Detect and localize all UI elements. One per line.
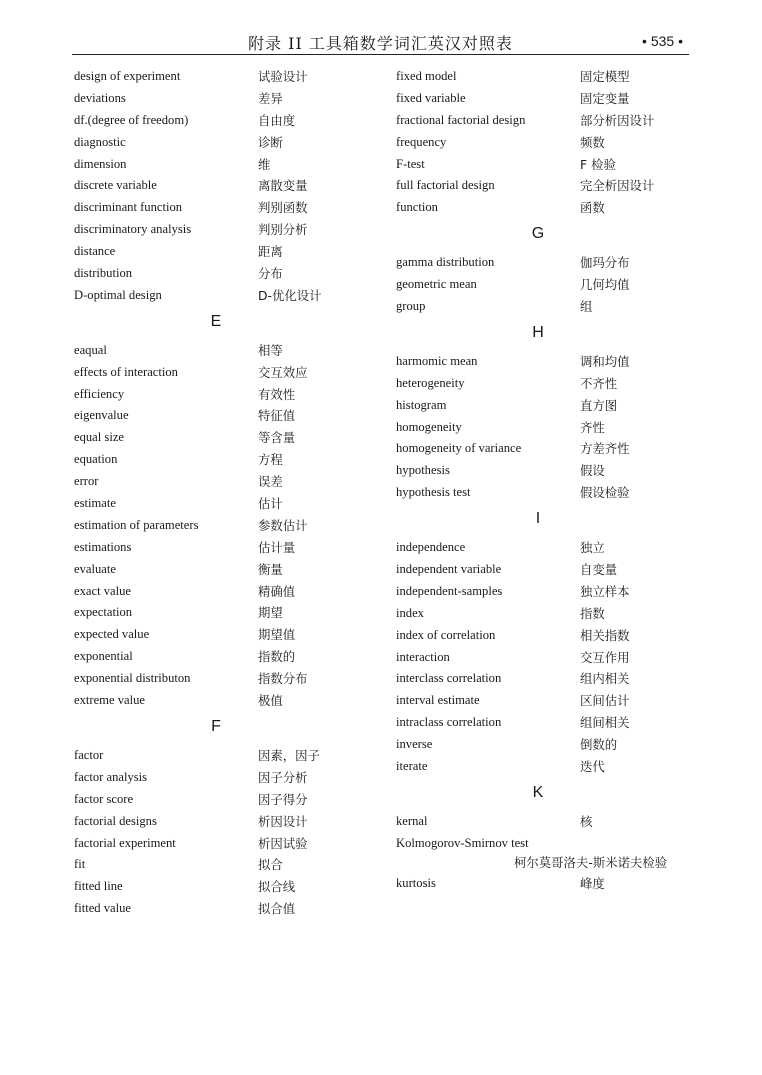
english-term: function (396, 200, 438, 215)
english-term: efficiency (74, 386, 125, 401)
glossary-entry (396, 417, 696, 439)
english-term: extreme value (74, 693, 145, 708)
chinese-term: 齐性 (580, 419, 605, 435)
page-number: • 535 • (642, 33, 683, 49)
english-term: eaqual (74, 342, 107, 357)
english-term: expected value (74, 627, 150, 642)
chinese-term: 诊断 (258, 134, 283, 150)
glossary-entry (396, 395, 696, 417)
glossary-entry (396, 647, 696, 669)
english-term: Kolmogorov-Smirnov test (396, 835, 529, 850)
glossary-entry (74, 581, 374, 603)
chinese-term: 期望 (258, 605, 283, 621)
glossary-entry (74, 854, 374, 876)
glossary-entry (74, 668, 374, 690)
english-term: gamma distribution (396, 255, 495, 270)
chinese-term: 组间相关 (580, 715, 630, 731)
english-term: fixed model (396, 69, 457, 83)
section-heading-i: I (535, 510, 541, 528)
glossary-entry (74, 811, 374, 833)
glossary-entry (74, 427, 374, 449)
chinese-term: 相等 (258, 342, 283, 358)
chinese-term: 分布 (258, 266, 283, 282)
english-term: iterate (396, 759, 428, 774)
section-heading-f: F (211, 717, 221, 735)
page-title: 附录 II 工具箱数学词汇英汉对照表 (248, 34, 513, 53)
chinese-term: 因素，因子 (258, 747, 320, 763)
english-term: group (396, 299, 426, 314)
glossary-entry (396, 66, 696, 88)
chinese-term: 直方图 (580, 397, 618, 413)
chinese-term: 有效性 (258, 386, 296, 402)
chinese-term: 估计量 (258, 539, 296, 555)
english-term: diagnostic (74, 134, 126, 149)
glossary-entry (396, 603, 696, 625)
english-term: fixed variable (396, 90, 466, 105)
chinese-term: 衡量 (258, 561, 283, 577)
english-term: exact value (74, 583, 131, 598)
chinese-term: 柯尔莫哥洛夫-斯米诺夫检验 (514, 854, 668, 870)
english-term: distance (74, 244, 116, 259)
glossary-entry (74, 602, 374, 624)
glossary-entry (396, 873, 696, 895)
english-term: F-test (396, 156, 425, 171)
english-term: homogeneity of variance (396, 441, 522, 456)
entries-d (74, 66, 374, 307)
english-term: dimension (74, 156, 127, 171)
chinese-term: 析因试验 (258, 835, 308, 851)
glossary-entry (74, 515, 374, 537)
entries-f-left (74, 745, 374, 920)
chinese-term: 固定变量 (580, 90, 630, 106)
glossary-entry (74, 471, 374, 493)
english-term: discriminatory analysis (74, 222, 192, 237)
glossary-entry (74, 767, 374, 789)
chinese-term: 拟合值 (258, 901, 296, 917)
glossary-entry (74, 833, 374, 855)
chinese-term: D-优化设计 (258, 287, 322, 303)
english-term: index of correlation (396, 627, 496, 642)
chinese-term: 因子得分 (258, 791, 308, 807)
entries-i (396, 537, 696, 778)
right-column (396, 66, 696, 895)
chinese-term: 试验设计 (258, 69, 308, 84)
glossary-entry (396, 197, 696, 219)
chinese-term: 组 (580, 299, 593, 315)
glossary-entry (74, 132, 374, 154)
chinese-term: 频数 (580, 134, 605, 150)
glossary-entry (74, 789, 374, 811)
english-term: df.(degree of freedom) (74, 112, 189, 127)
chinese-term: 相关指数 (580, 627, 630, 643)
chinese-term: 参数估计 (258, 517, 308, 533)
english-term: equation (74, 452, 118, 467)
chinese-term: 固定模型 (580, 69, 630, 84)
chinese-term: 指数 (580, 605, 605, 621)
chinese-term: 迭代 (580, 759, 605, 775)
english-term: interval estimate (396, 693, 480, 708)
glossary-entry (396, 756, 696, 778)
glossary-entry (396, 351, 696, 373)
entries-k (396, 811, 696, 895)
glossary-entry (396, 373, 696, 395)
english-term: distribution (74, 266, 133, 281)
chinese-term: 交互作用 (580, 649, 630, 665)
entries-g (396, 252, 696, 318)
glossary-entry (396, 811, 696, 833)
section-heading-g: G (531, 225, 545, 243)
english-term: fractional factorial design (396, 112, 526, 127)
glossary-entry (396, 460, 696, 482)
english-term: intraclass correlation (396, 715, 502, 730)
page-header (72, 28, 689, 55)
chinese-term: 调和均值 (580, 353, 630, 369)
english-term: independent-samples (396, 583, 503, 598)
glossary-entry (74, 745, 374, 767)
glossary-entry (396, 274, 696, 296)
english-term: histogram (396, 397, 447, 412)
english-term: frequency (396, 134, 447, 149)
chinese-term: 精确值 (258, 583, 296, 599)
glossary-entry (396, 175, 696, 197)
chinese-term: 峰度 (580, 875, 605, 891)
glossary-entry (74, 876, 374, 898)
chinese-term: 判别分析 (258, 222, 308, 238)
entries-e (74, 340, 374, 712)
chinese-term: 自变量 (580, 562, 618, 578)
glossary-entry (396, 252, 696, 274)
english-term: exponential distributon (74, 671, 191, 686)
glossary-entry (74, 384, 374, 406)
section-heading-e: E (210, 312, 222, 330)
english-term: interclass correlation (396, 671, 502, 686)
glossary-entry (74, 340, 374, 362)
chinese-term: 部分析因设计 (580, 112, 655, 128)
glossary-entry (74, 559, 374, 581)
english-term: harmomic mean (396, 353, 478, 368)
glossary-entry (396, 482, 696, 504)
glossary-entry (74, 219, 374, 241)
chinese-term: 离散变量 (258, 178, 308, 194)
english-term: factor analysis (74, 769, 148, 784)
glossary-entry (74, 241, 374, 263)
chinese-term: 不齐性 (580, 375, 618, 391)
chinese-term: 析因设计 (258, 813, 308, 829)
chinese-term: 独立 (580, 540, 605, 556)
english-term: homogeneity (396, 419, 462, 434)
english-term: exponential (74, 649, 133, 664)
glossary-entry (396, 712, 696, 734)
english-term: kurtosis (396, 875, 436, 890)
english-term: hypothesis (396, 463, 450, 478)
section-heading-k: K (532, 783, 544, 801)
english-term: geometric mean (396, 277, 477, 292)
chinese-term: 交互效应 (258, 364, 308, 380)
english-term: estimation of parameters (74, 517, 199, 532)
glossary-entry (396, 734, 696, 756)
english-term: expectation (74, 605, 133, 620)
english-term: equal size (74, 430, 124, 445)
english-term: eigenvalue (74, 408, 129, 423)
chinese-term: 误差 (258, 474, 283, 490)
glossary-entry (74, 624, 374, 646)
english-term: design of experiment (74, 69, 181, 83)
chinese-term: 组内相关 (580, 671, 630, 687)
english-term: error (74, 474, 99, 489)
chinese-term: 判别函数 (258, 200, 308, 216)
left-column (74, 66, 374, 920)
glossary-entry (74, 449, 374, 471)
glossary-entry (396, 537, 696, 559)
glossary-entry (74, 263, 374, 285)
english-term: effects of interaction (74, 364, 178, 379)
chinese-term: 伽玛分布 (580, 255, 630, 271)
glossary-entry (396, 154, 696, 176)
glossary-entry (396, 581, 696, 603)
chinese-term: 函数 (580, 200, 605, 216)
glossary-entry (74, 197, 374, 219)
glossary-entry (396, 438, 696, 460)
chinese-term: 指数的 (258, 649, 296, 665)
glossary-entry (74, 285, 374, 307)
glossary-entry (396, 559, 696, 581)
chinese-term: 指数分布 (258, 671, 308, 687)
glossary-entry (396, 88, 696, 110)
chinese-term: 差异 (258, 90, 283, 106)
entries-f-right (396, 66, 696, 219)
chinese-term: 独立样本 (580, 583, 630, 599)
chinese-term: 方差齐性 (580, 441, 630, 457)
english-term: factor (74, 747, 104, 762)
chinese-term: 估计 (258, 496, 283, 512)
glossary-entry (74, 405, 374, 427)
glossary-entry (74, 898, 374, 920)
glossary-entry (74, 175, 374, 197)
chinese-term: 假设 (580, 463, 605, 479)
english-term: discriminant function (74, 200, 183, 215)
english-term: estimations (74, 539, 132, 554)
english-term: D-optimal design (74, 287, 162, 302)
glossary-entry (74, 493, 374, 515)
english-term: fit (74, 857, 86, 872)
chinese-term: 区间估计 (580, 693, 630, 709)
chinese-term: 拟合 (258, 857, 283, 873)
glossary-entry (74, 154, 374, 176)
english-term: independence (396, 540, 466, 555)
english-term: deviations (74, 90, 126, 105)
glossary-entry (396, 668, 696, 690)
english-term: factorial designs (74, 813, 157, 828)
chinese-term: 维 (258, 156, 271, 172)
english-term: index (396, 605, 424, 620)
glossary-entry (396, 833, 696, 873)
chinese-term: 期望值 (258, 627, 296, 643)
glossary-entry (74, 646, 374, 668)
chinese-term: 极值 (258, 693, 283, 709)
glossary-entry (396, 625, 696, 647)
glossary-entry (74, 66, 374, 88)
chinese-term: 特征值 (258, 408, 296, 424)
chinese-term: 距离 (258, 244, 283, 260)
chinese-term: 拟合线 (258, 879, 296, 895)
english-term: estimate (74, 496, 116, 511)
section-heading-h: H (532, 323, 544, 341)
chinese-term: 几何均值 (580, 277, 630, 293)
english-term: fitted value (74, 901, 131, 916)
english-term: inverse (396, 737, 433, 752)
glossary-entry (396, 690, 696, 712)
glossary-entry (396, 110, 696, 132)
english-term: interaction (396, 649, 450, 664)
glossary-entry (74, 362, 374, 384)
chinese-term: 方程 (258, 452, 283, 468)
glossary-entry (74, 690, 374, 712)
chinese-term: 因子分析 (258, 769, 308, 785)
chinese-term: 核 (580, 813, 593, 829)
glossary-entry (74, 110, 374, 132)
english-term: kernal (396, 813, 428, 828)
chinese-term: 倒数的 (580, 737, 618, 753)
english-term: independent variable (396, 562, 502, 577)
chinese-term: F 检验 (580, 156, 616, 172)
chinese-term: 假设检验 (580, 485, 630, 501)
chinese-term: 自由度 (258, 112, 296, 128)
glossary-entry (74, 88, 374, 110)
english-term: discrete variable (74, 178, 157, 193)
english-term: heterogeneity (396, 375, 465, 390)
english-term: evaluate (74, 561, 116, 576)
glossary-entry (396, 132, 696, 154)
chinese-term: 完全析因设计 (580, 178, 655, 194)
english-term: hypothesis test (396, 485, 471, 500)
english-term: full factorial design (396, 178, 495, 193)
chinese-term: 等含量 (258, 430, 296, 446)
english-term: factor score (74, 791, 134, 806)
glossary-entry (74, 537, 374, 559)
english-term: factorial experiment (74, 835, 176, 850)
glossary-entry (396, 296, 696, 318)
english-term: fitted line (74, 879, 123, 894)
entries-h (396, 351, 696, 504)
